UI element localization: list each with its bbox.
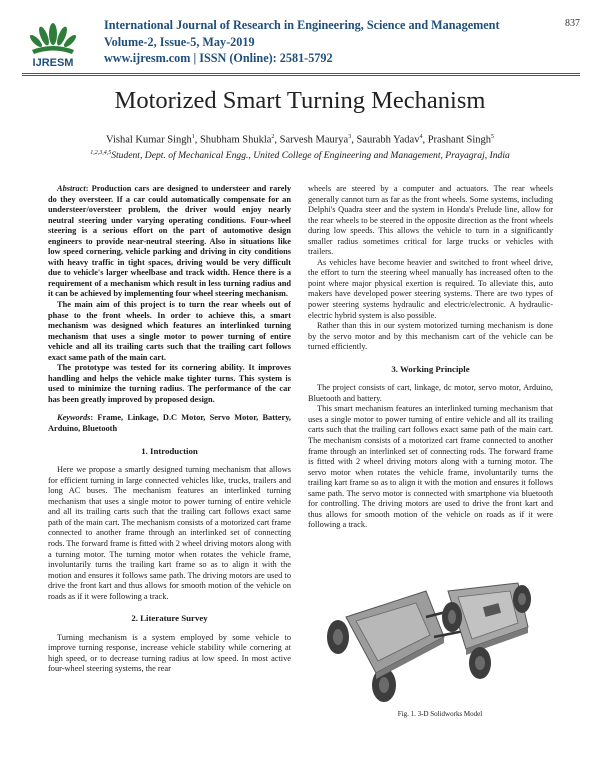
paper-title: Motorized Smart Turning Mechanism — [114, 87, 486, 114]
right-column — [308, 184, 553, 531]
abstract-p1: Abstract: Production cars are designed to understeer and rarely do they oversteer. If a car could automatically compensate for an understeer/oversteer problem, the driver would enjoy nearly neutral steering under varying operating conditions. Four-wheel steering is a serious effort on the part of automotive design engineers to provide near-neutral steering. Also in situations like low speed cornering, vehicle parking and driving in city conditions with heavy traffic in tight spaces, driving would be very difficult due to vehicle's larger wheelbase and track width. Hence there is a requirement of a mechanism which result in less turning radius and it can be achieved by implementing four wheel steering mechanism. — [48, 184, 291, 299]
left-column — [48, 184, 291, 675]
working-p1: The project consists of cart, linkage, dc motor, servo motor, Arduino, Bluetooth and battery. — [308, 383, 553, 403]
wheel-front-bottom — [469, 647, 491, 679]
keywords: Keywords: Frame, Linkage, D.C Motor, Servo Motor, Battery, Arduino, Bluetooth — [48, 413, 291, 434]
journal-name: International Journal of Research in Engineering, Science and Management — [104, 18, 500, 32]
figure-3d-model — [316, 577, 536, 705]
figure-caption: Fig. 1. 3-D Solidworks Model — [397, 710, 483, 718]
intro-p1: Here we propose a smartly designed turning mechanism that allows for efficient turning in large connected vehicles like, trucks, trailers and long AC buses. The mechanism features an interlinked turning mechanism that uses a single motor to power turning of entire vehicle and all its trailing carts such that the trailing cart follows exact same path of the main cart. The mechanism consists of a motorized cart frame connected to another frame through an interlinked set of connecting rods. The forward frame is fitted with 2 wheel driving motors along with a turning motor. The turning motor when rotates the vehicle frame, involuntarily turns the trailing kart frame so as to align it with the motion and ensures it follows same path. The driving motors are used to drive the front kart and thus allows for smooth motion of the vehicle on roads as if it were following a track. — [48, 465, 291, 601]
logo-text: IJRESM — [32, 57, 74, 69]
wheel-front-right — [513, 585, 531, 613]
trailing-frame — [346, 591, 444, 679]
literature-p3: Rather than this in our system motorized turning mechanism is done by the servo motor and by this mechanism cart of the vehicle can be turned efficiently. — [308, 321, 553, 352]
journal-logo — [22, 14, 84, 70]
affiliation: $^{1,2,3,4,5}$Student, Dept. of Mechanical Engg., United College of Engineering and Management, Prayagraj, India — [90, 150, 510, 162]
working-heading: 3. Working Principle — [391, 363, 470, 374]
literature-p1-cont: wheels are steered by a computer and actuators. The rear wheels generally cannot turn as far as the front wheels. Some systems, including Delphi's Quadra steer and the system in Honda's Prelude line, allow for the rear wheels to be steered in the opposite direction as the front wheels during low speeds. This allows the vehicle to turn in a significantly smaller radius sometimes critical for large trucks or vehicles with trailers. — [308, 184, 553, 257]
volume-issue: Volume-2, Issue-5, May-2019 — [104, 34, 255, 49]
header-divider-2 — [22, 75, 580, 76]
literature-p1: Turning mechanism is a system employed by some vehicle to improve turning response, increase vehicle stability while cornering at high speed, or to decrease turning radius at low speed. In most active four-wheel steering systems, the rear — [48, 632, 291, 674]
page-number: 837 — [565, 18, 580, 29]
journal-info — [104, 17, 500, 67]
author-list: Vishal Kumar Singh$^1$, Shubham Shukla$^2$, Sarvesh Maurya$^3$, Saurabh Yadav$^4$, Prashant Singh$^5$ — [106, 134, 494, 146]
journal-header — [22, 14, 582, 72]
wheel-back-left — [327, 620, 349, 654]
literature-heading: 2. Literature Survey — [131, 613, 208, 624]
working-p2: This smart mechanism features an interlinked turning mechanism that uses a single motor to power turning of entire vehicle and all its trailing carts such that the trailing cart follows exact same path of the main cart. The mechanism consists of a motorized cart frame connected to another frame through an interlinked set of connecting rods. The forward frame is fitted with 2 wheel driving motors along with a turning motor. The servo motor when rotates the vehicle frame, involuntarily turns the trailing kart frame so as to align it with the motion and ensures it follows same path. The servo motor is connected with smartphone via bluetooth for controlling. The driving motors are used to drive the front kart and thus allows for smooth motion of the vehicle on roads as if it were following a track. — [308, 404, 553, 530]
wheel-front-left — [442, 602, 462, 632]
website-issn: www.ijresm.com | ISSN (Online): 2581-5792 — [104, 51, 333, 65]
header-divider — [22, 73, 580, 74]
abstract-p3: The prototype was tested for its cornering ability. It improves handling and helps the vehicle make tighter turns. This system is used to minimize the turning radius. The performance of the car has been greatly improved by proposed design. — [48, 363, 291, 404]
intro-heading: 1. Introduction — [141, 445, 198, 456]
literature-p2: As vehicles have become heavier and switched to front wheel drive, the effort to turn the steering wheel manually has increased often to the point where major physical exertion is required. To alleviate this, auto makers have developed power steering systems. There are two types of power steering systems hydraulic and electric/electronic. A hydraulic-electric hybrid system is also possible. — [308, 257, 553, 320]
abstract-p2: The main aim of this project is to turn the rear wheels out of phase to the front wheels. In order to achieve this, a smart mechanism was designed which features an interlinked turning mechanism that uses a single motor to power turning of entire vehicle and all its trailing carts such that the trailing cart follows exact same path of the main cart. — [48, 300, 291, 362]
